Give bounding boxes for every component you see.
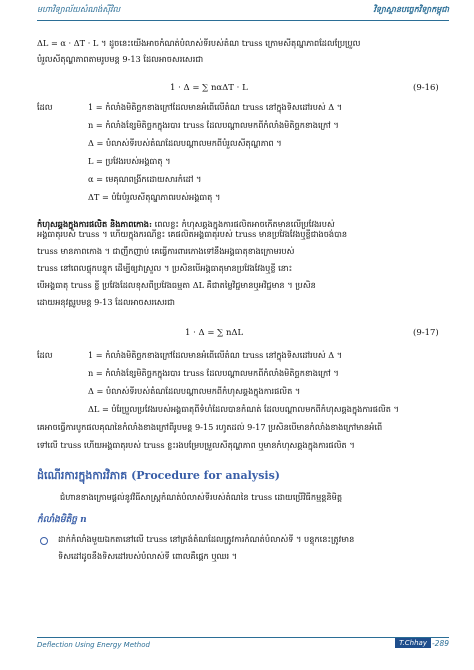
footer-title: Deflection Using Energy Method — [37, 641, 150, 649]
section-heading: ដំណើរការក្នុងការវិភាគ (Procedure for analysis) — [37, 469, 280, 482]
equation-number: (9-17) — [413, 328, 439, 338]
bullet-text: ដាក់កំលាំងមួយឯកតានៅលើ truss នៅត្រង់តំណដែលត្រូវការកំណត់បំលាស់ទី ។ បន្ទុកនេះត្រូវមាន — [58, 534, 355, 544]
definition-line: ΔT = បំរែបំរួលសីតុណ្ហភាពរបស់អង្គធាតុ ។ — [88, 192, 221, 202]
subsection-heading: កំលាំងមិតិច្ឆ n — [37, 515, 87, 525]
paragraph-line: truss នៅពេលផ្ទុកបន្ទុក ដើម្បីឲ្យវាស្រួល ។ ប្រសិនបើអង្គធាតុមានប្រវែងវែងឬខ្លី នោះ — [37, 263, 293, 273]
definition-line: α = មេគុណពង្រីកដោយសារកំដៅ ។ — [88, 174, 202, 184]
equation-9-16: 1 · Δ = ∑ nαΔT · L — [170, 83, 248, 93]
where-label: ដែល — [37, 102, 53, 112]
equation-9-17: 1 · Δ = ∑ nΔL — [185, 328, 244, 338]
body-line: បំរួលសីតុណ្ហភាពតាមរូបមន្ត 9-13 ដែលអាចសរសេរជា — [37, 54, 204, 64]
paragraph-line: បើអង្គធាតុ truss ខ្លី ប្រវែងដែលខុសពីប្រវែងធម្មតា ΔL គឺជាតម្លៃវិជ្ជមានឬអវិជ្ជមាន ។ ប្រសិន — [37, 280, 316, 290]
definition-line: 1 = កំលាំងមិតិច្ឆកខាងក្រៅដែលមានអំពើលើតំណ truss នៅក្នុងទិសដៅរបស់ Δ ។ — [88, 350, 343, 360]
footer-page-box — [395, 638, 449, 648]
page-number: -289 — [431, 638, 449, 648]
paragraph-line: ដោយអនុវត្តរូបមន្ត 9-13 ដែលអាចសរសេរជា — [37, 297, 175, 307]
paragraph-heading: កំហុសឆ្គងក្នុងការផលិត និងភាពកោង: — [37, 219, 153, 229]
paragraph-line: អង្គធាតុរបស់ truss ។ ហើយក្នុងករណីខ្លះ គេផលិតអង្គធាតុរបស់ truss មានប្រវែងវែងឬខ្លីជាងចង់បាន — [37, 229, 348, 239]
paragraph-line: ទៅលើ truss ហើយអង្គធាតុរបស់ truss ខ្លះរងបម្រែបម្រួលសីតុណ្ហភាព ឬមានកំហុសឆ្គងក្នុងការផលិត ។ — [37, 440, 355, 450]
definition-line: ΔL = បំរែប្រួលប្រវែងរបស់អង្គធាតុពីទំហំដែលបានកំណត់ ដែលបណ្តាលមកពីកំហុសឆ្គងក្នុងការផលិត ។ — [88, 404, 399, 414]
paragraph-line: គេអាចធ្វើការបូកផលគុណនៃកំលាំងខាងក្រៅពីរូបមន្ត 9-15 រហូតដល់ 9-17 ប្រសិនបើមានកំលាំងខាងក្រៅមានអំពើ — [37, 422, 383, 432]
footer-author-badge: T.Chhay — [395, 638, 431, 648]
definition-line: L = ប្រវែងរបស់អង្គធាតុ ។ — [88, 156, 171, 166]
bullet-circle-icon — [40, 537, 48, 545]
paragraph-text: ពេលខ្លះ កំហុសឆ្គងក្នុងការផលិតអាចកើតមានលើប្រវែងរបស់ — [152, 219, 335, 229]
definition-line: 1 = កំលាំងមិតិច្ឆកខាងក្រៅដែលមានអំពើលើតំណ truss នៅក្នុងទិសដៅរបស់ Δ ។ — [88, 102, 343, 112]
definition-line: n = កំលាំងខ្សែមិតិច្ឆកក្នុងរបារ truss ដែលបណ្តាលមកពីកំលាំងមិតិច្ឆកខាងក្រៅ ។ — [88, 120, 339, 130]
header-rule — [37, 20, 449, 21]
where-label: ដែល — [37, 350, 53, 360]
section-intro: ជំហានខាងក្រោមផ្តល់នូវវិធីសាស្ត្រកំណត់បំលាស់ទីរបស់តំណនៃ truss ដោយប្រើវិធីកម្មន្តនិមិត្ត — [60, 492, 343, 502]
header-right-text: វិទ្យាស្ថានបច្ចេកវិទ្យាកម្ពុជា — [373, 5, 449, 14]
paragraph-line: truss មានភាពកោង ។ ជាញឹកញាប់ គេធ្វើការពារកោងទៅនឹងអង្គធាតុខាងក្រោមរបស់ — [37, 246, 295, 256]
page-header — [37, 0, 449, 22]
body-line: ΔL = α · ΔT · L ។ ដូចនេះយើងអាចកំណត់បំលាស់ទីរបស់តំណ truss ក្រោមសីតុណ្ហភាពដែលប្រែប្រួល — [37, 38, 361, 48]
bullet-text: ទិសដៅដូចនឹងទិសដៅរបស់បំលាស់ទី ពោលគឺផ្ដេក ឬឈរ ។ — [58, 551, 238, 561]
header-left-text: មហាវិទ្យាល័យសំណង់ស៊ីវិល — [37, 5, 121, 14]
definition-line: Δ = បំលាស់ទីរបស់តំណដែលបណ្តាលមកពីបំរួលសីតុណ្ហភាព ។ — [88, 138, 282, 148]
footer-rule — [37, 637, 449, 638]
equation-number: (9-16) — [413, 83, 439, 93]
definition-line: Δ = បំលាស់ទីរបស់តំណដែលបណ្តាលមកពីកំហុសឆ្គងក្នុងការផលិត ។ — [88, 386, 301, 396]
definition-line: n = កំលាំងខ្សែមិតិច្ឆកក្នុងរបារ truss ដែលបណ្តាលមកពីកំលាំងមិតិច្ឆកខាងក្រៅ ។ — [88, 368, 339, 378]
